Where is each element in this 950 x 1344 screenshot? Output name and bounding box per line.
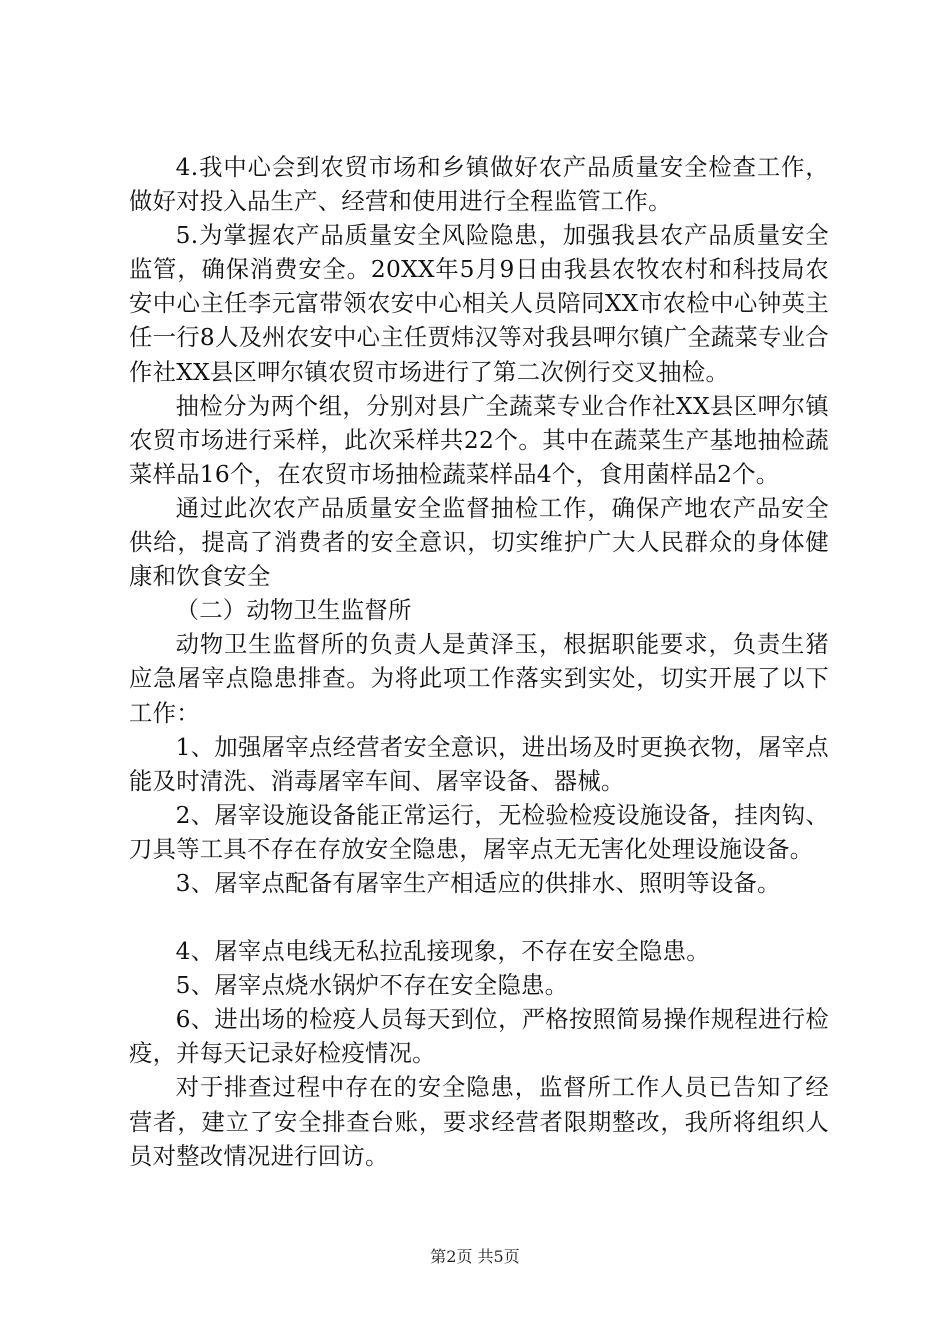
list-item-6: 6、进出场的检疫人员每天到位，严格按照简易操作规程进行检疫，并每天记录好检疫情况。 [129, 1006, 829, 1068]
paragraph-sampling: 抽检分为两个组，分别对县广全蔬菜专业合作社XX县区呷尔镇农贸市场进行采样，此次采样共22个。其中在蔬菜生产基地抽检蔬菜样品16个，在农贸市场抽检蔬菜样品4个，食用菌样品2个。 [129, 392, 829, 488]
paragraph-animal-health-intro: 动物卫生监督所的负责人是黄泽玉，根据职能要求，负责生猪应急屠宰点隐患排查。为将此项工作落实到实处，切实开展了以下工作： [129, 631, 829, 727]
paragraph-gap [129, 901, 829, 935]
list-item-5: 5、屠宰点烧水锅炉不存在安全隐患。 [175, 972, 569, 1000]
paragraph-summary: 通过此次农产品质量安全监督抽检工作，确保产地农产品安全供给，提高了消费者的安全意识，切实维护广大人民群众的身体健康和饮食安全 [129, 494, 829, 591]
section-heading-animal-health: （二）动物卫生监督所 [175, 597, 412, 625]
paragraph-item-5: 5.为掌握农产品质量安全风险隐患，加强我县农产品质量安全监管，确保消费安全。20XX年5月9日由我县农牧农村和科技局农安中心主任李元富带领农安中心相关人员陪同XX市农检中心钟英主任一行8人及州农安中心主任贾炜汉等对我县呷尔镇广全蔬菜专业合作社XX县区呷尔镇农贸市场进行了第二次例行交叉抽检。 [129, 222, 829, 386]
paragraph-conclusion: 对于排查过程中存在的安全隐患，监督所工作人员已告知了经营者，建立了安全排查台账，要求经营者限期整改，我所将组织人员对整改情况进行回访。 [129, 1074, 829, 1170]
list-item-3: 3、屠宰点配备有屠宰生产相适应的供排水、照明等设备。 [175, 869, 781, 897]
document-body [129, 151, 829, 1174]
paragraph-item-4: 4.我中心会到农贸市场和乡镇做好农产品质量安全检查工作，做好对投入品生产、经营和使用进行全程监管工作。 [129, 154, 829, 216]
page-footer: 第2页 共5页 [430, 1247, 520, 1266]
list-item-2: 2、屠宰设施设备能正常运行，无检验检疫设施设备，挂肉钩、刀具等工具不存在存放安全隐患，屠宰点无无害化处理设施设备。 [129, 801, 829, 863]
list-item-1: 1、加强屠宰点经营者安全意识，进出场及时更换衣物，屠宰点能及时清洗、消毒屠宰车间、屠宰设备、器械。 [129, 733, 829, 795]
list-item-4: 4、屠宰点电线无私拉乱接现象，不存在安全隐患。 [175, 938, 710, 966]
